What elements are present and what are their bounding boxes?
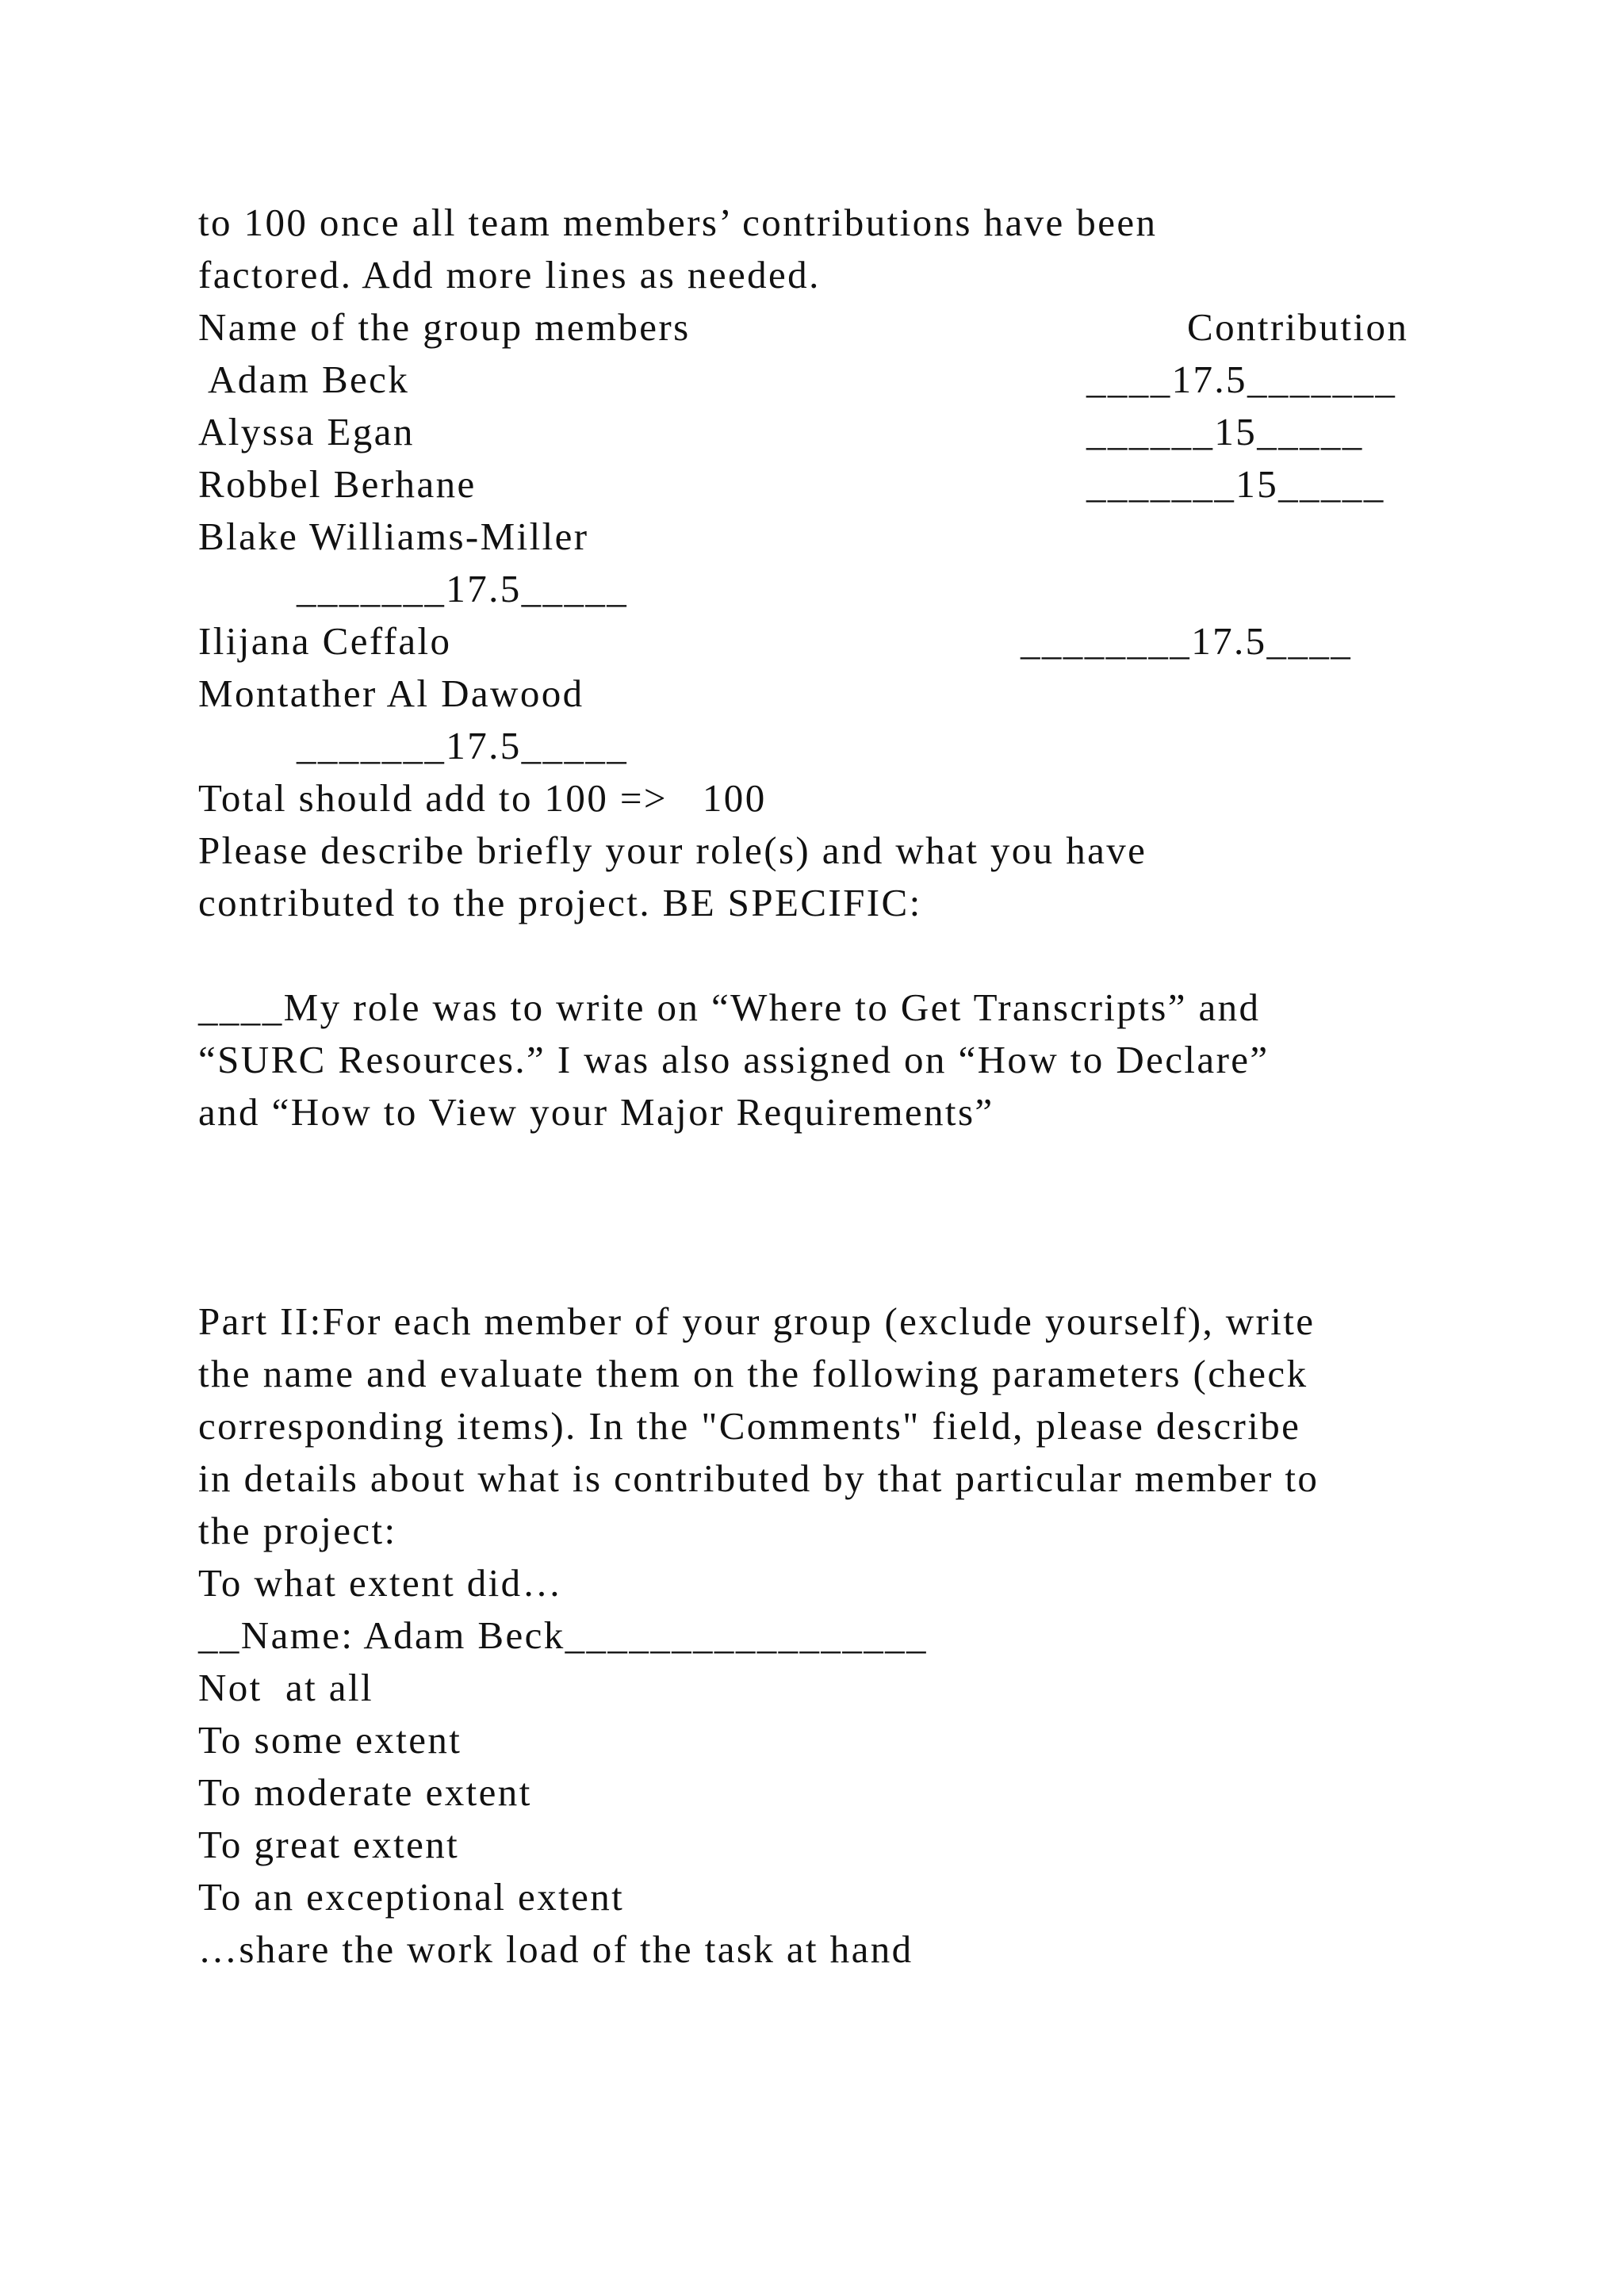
part2-instruction-line: the project: [198,1509,397,1552]
rating-scale-option: To great extent [198,1823,460,1866]
member-contribution: _______17.5_____ [297,724,629,767]
member-name: Alyssa Egan [198,410,415,453]
contribution-table-header-name: Name of the group members [198,305,691,349]
part2-instruction-line: corresponding items). In the "Comments" field, please describe [198,1404,1301,1448]
rating-scale-option: Not at all [198,1666,373,1709]
member-contribution: _______17.5_____ [297,567,629,610]
member-contribution: ____17.5_______ [1086,358,1397,401]
part2-instruction-line: in details about what is contributed by that particular member to [198,1456,1320,1500]
evaluated-member-name: __Name: Adam Beck_________________ [198,1613,928,1657]
rating-scale-option: To an exceptional extent [198,1875,625,1919]
role-answer-line: “SURC Resources.” I was also assigned on “How to Declare” [198,1038,1270,1081]
intro-line: factored. Add more lines as needed. [198,253,821,297]
part2-instruction-line: the name and evaluate them on the following parameters (check [198,1352,1308,1395]
contribution-total: Total should add to 100 => 100 [198,776,767,820]
member-name: Adam Beck [198,358,410,401]
member-name: Montather Al Dawood [198,672,584,715]
evaluation-criterion: …share the work load of the task at hand [198,1927,914,1971]
member-name: Ilijana Ceffalo [198,619,452,663]
contribution-table-header-contribution: Contribution [1187,305,1409,349]
role-prompt-line: contributed to the project. BE SPECIFIC: [198,881,922,924]
member-name: Blake Williams-Miller [198,515,589,558]
member-contribution: ________17.5____ [1021,619,1353,663]
part2-instruction-line: Part II:For each member of your group (exclude yourself), write [198,1299,1316,1343]
role-prompt-line: Please describe briefly your role(s) and what you have [198,828,1147,872]
role-answer-line: ____My role was to write on “Where to Get Transcripts” and [198,985,1261,1029]
role-answer-line: and “How to View your Major Requirements” [198,1090,994,1134]
member-contribution: _______15_____ [1086,462,1385,506]
member-contribution: ______15_____ [1086,410,1364,453]
member-name: Robbel Berhane [198,462,477,506]
rating-scale-option: To moderate extent [198,1770,532,1814]
extent-prompt: To what extent did… [198,1561,563,1605]
rating-scale-option: To some extent [198,1718,462,1762]
intro-line: to 100 once all team members’ contributions have been [198,201,1158,244]
